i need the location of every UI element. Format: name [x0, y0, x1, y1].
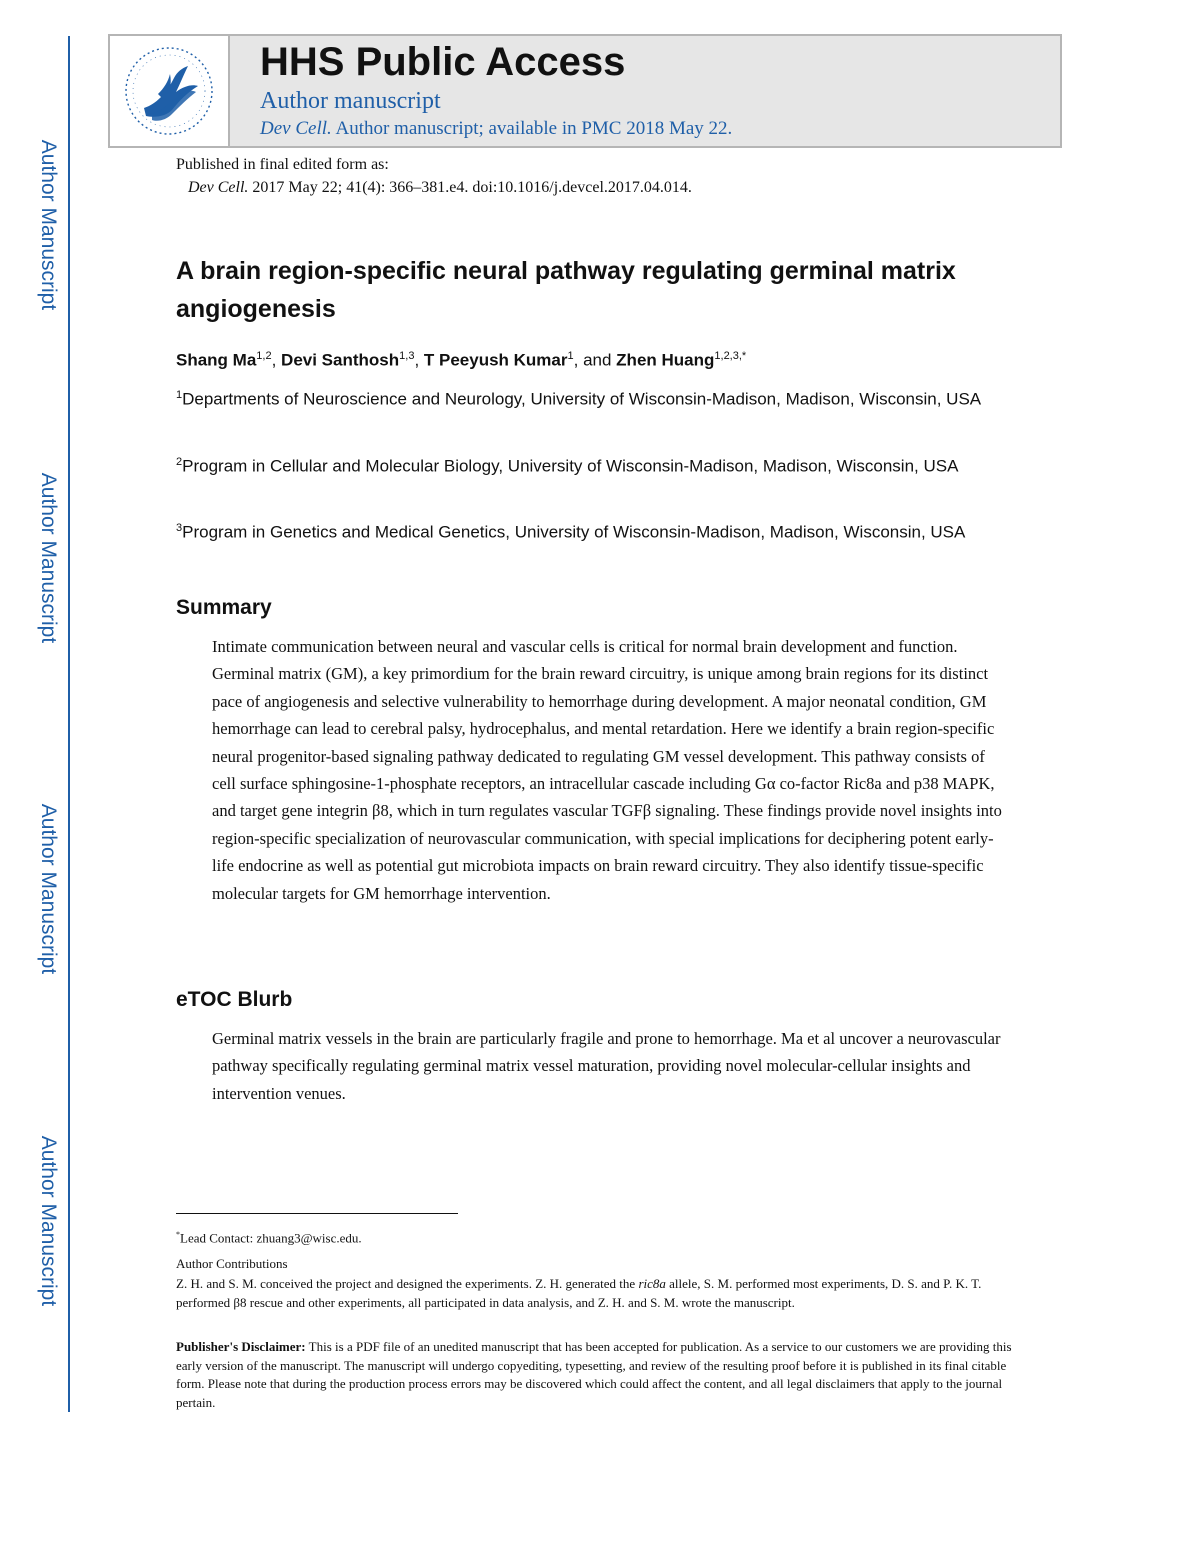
side-label-text: Author Manuscript: [37, 803, 60, 975]
disclaimer-label: Publisher's Disclaimer:: [176, 1339, 306, 1354]
etoc-heading: eTOC Blurb: [176, 988, 293, 1011]
affiliation-text: Program in Cellular and Molecular Biology, University of Wisconsin-Madison, Madison, Wisconsin, USA: [182, 456, 959, 476]
side-label-text: Author Manuscript: [37, 139, 60, 311]
author-name: Shang Ma: [176, 350, 257, 370]
affiliation-2: [176, 448, 996, 481]
lead-contact-marker: *: [176, 1230, 180, 1239]
affiliation-num: 3: [176, 522, 183, 534]
lead-contact-text: Lead Contact: zhuang3@wisc.edu.: [180, 1230, 362, 1246]
published-label: Published in final edited form as:: [176, 156, 389, 173]
contrib-gene: ric8a: [638, 1276, 666, 1291]
contrib-part2: allele, S. M. performed most experiments, D. S. and P. K. T. performed β8 rescue and other experiments, all participated in data analysis, and Z. H. and S. M. wrote the manuscript.: [176, 1276, 982, 1310]
side-rule: [68, 36, 70, 1412]
side-label-text: Author Manuscript: [37, 472, 60, 644]
hhs-eagle-seal-icon: [122, 44, 216, 138]
author-sep: ,: [414, 350, 424, 370]
article-title: A brain region-specific neural pathway regulating germinal matrix angiogenesis: [176, 257, 956, 323]
citation-text: 2017 May 22; 41(4): 366–381.e4. doi:10.1016/j.devcel.2017.04.014.: [248, 179, 692, 196]
affiliation-num: 1: [176, 389, 183, 401]
header-subtitle: Author manuscript: [260, 88, 441, 114]
header-journal: Dev Cell.: [260, 118, 332, 139]
author-sep: ,: [271, 350, 282, 370]
summary-text: Intimate communication between neural and vascular cells is critical for normal brain development and function. Germinal matrix (GM), a key primordium for the brain reward circuitry, is unique among brain regions for its distinct pace of angiogenesis and selective vulnerability to hemorrhage during development. A major neonatal condition, GM hemorrhage can lead to cerebral palsy, hydrocephalus, and mental retardation. Here we identify a brain region-specific neural progenitor-based signaling pathway dedicated to regulating GM vessel development. This pathway consists of cell surface sphingosine-1-phosphate receptors, an intracellular cascade including Gα co-factor Ric8a and p38 MAPK, and target gene integrin β8, which in turn regulates vascular TGFβ signaling. These findings provide novel insights into region-specific specialization of neurovascular communication, with special implications for deciphering potent early-life endocrine as well as potential gut microbiota impacts on brain reward circuitry. They also identify tissue-specific molecular targets for GM hemorrhage intervention.: [212, 637, 1002, 903]
author-name: Zhen Huang: [616, 350, 715, 370]
contributions-text: [176, 1275, 1036, 1312]
author-sup: 1,2: [256, 350, 272, 362]
citation: [188, 179, 692, 197]
hhs-header: [108, 34, 1062, 148]
side-label-text: Author Manuscript: [37, 1135, 60, 1307]
lead-contact: [176, 1226, 1036, 1248]
affiliation-text: Departments of Neuroscience and Neurology, University of Wisconsin-Madison, Madison, Wisconsin, USA: [182, 389, 982, 409]
author-sep: , and: [573, 350, 617, 370]
disclaimer-text: This is a PDF file of an unedited manuscript that has been accepted for publication. As a service to our customers we are providing this early version of the manuscript. The manuscript will undergo copyediting, typesetting, and review of the resulting proof before it is published in its final citable form. Please note that during the production process errors may be discovered which could affect the content, and all legal disclaimers that apply to the journal pertain.: [176, 1339, 1012, 1410]
author-list: [176, 350, 1076, 371]
affiliation-1: [176, 381, 996, 414]
header-title: HHS Public Access: [260, 40, 626, 84]
header-availability-text: Author manuscript; available in PMC 2018 May 22.: [331, 118, 733, 139]
contrib-part1: Z. H. and S. M. conceived the project and designed the experiments. Z. H. generated the: [176, 1276, 639, 1291]
author-name: Devi Santhosh: [281, 350, 400, 370]
affiliation-text: Program in Genetics and Medical Genetics, University of Wisconsin-Madison, Madison, Wisconsin, USA: [182, 522, 966, 542]
author-sup: 1,2,3,*: [714, 350, 747, 362]
etoc-text: Germinal matrix vessels in the brain are particularly fragile and prone to hemorrhage. Ma et al uncover a neurovascular pathway specifically regulating germinal matrix vessel maturation, providing novel molecular-cellular insights and intervention venues.: [212, 1029, 1001, 1103]
hhs-logo: [110, 36, 230, 146]
citation-journal: Dev Cell.: [188, 179, 249, 196]
footnote-rule: [176, 1213, 458, 1214]
publisher-disclaimer: [176, 1338, 1036, 1412]
header-availability: [260, 118, 732, 140]
contributions-heading: Author Contributions: [176, 1256, 288, 1271]
affiliation-3: [176, 514, 996, 547]
affiliation-num: 2: [176, 456, 183, 468]
summary-heading: Summary: [176, 596, 272, 619]
author-sup: 1,3: [399, 350, 415, 362]
header-text-panel: [230, 36, 1060, 146]
author-sup: 1: [567, 350, 574, 362]
author-name: T Peeyush Kumar: [423, 350, 568, 370]
